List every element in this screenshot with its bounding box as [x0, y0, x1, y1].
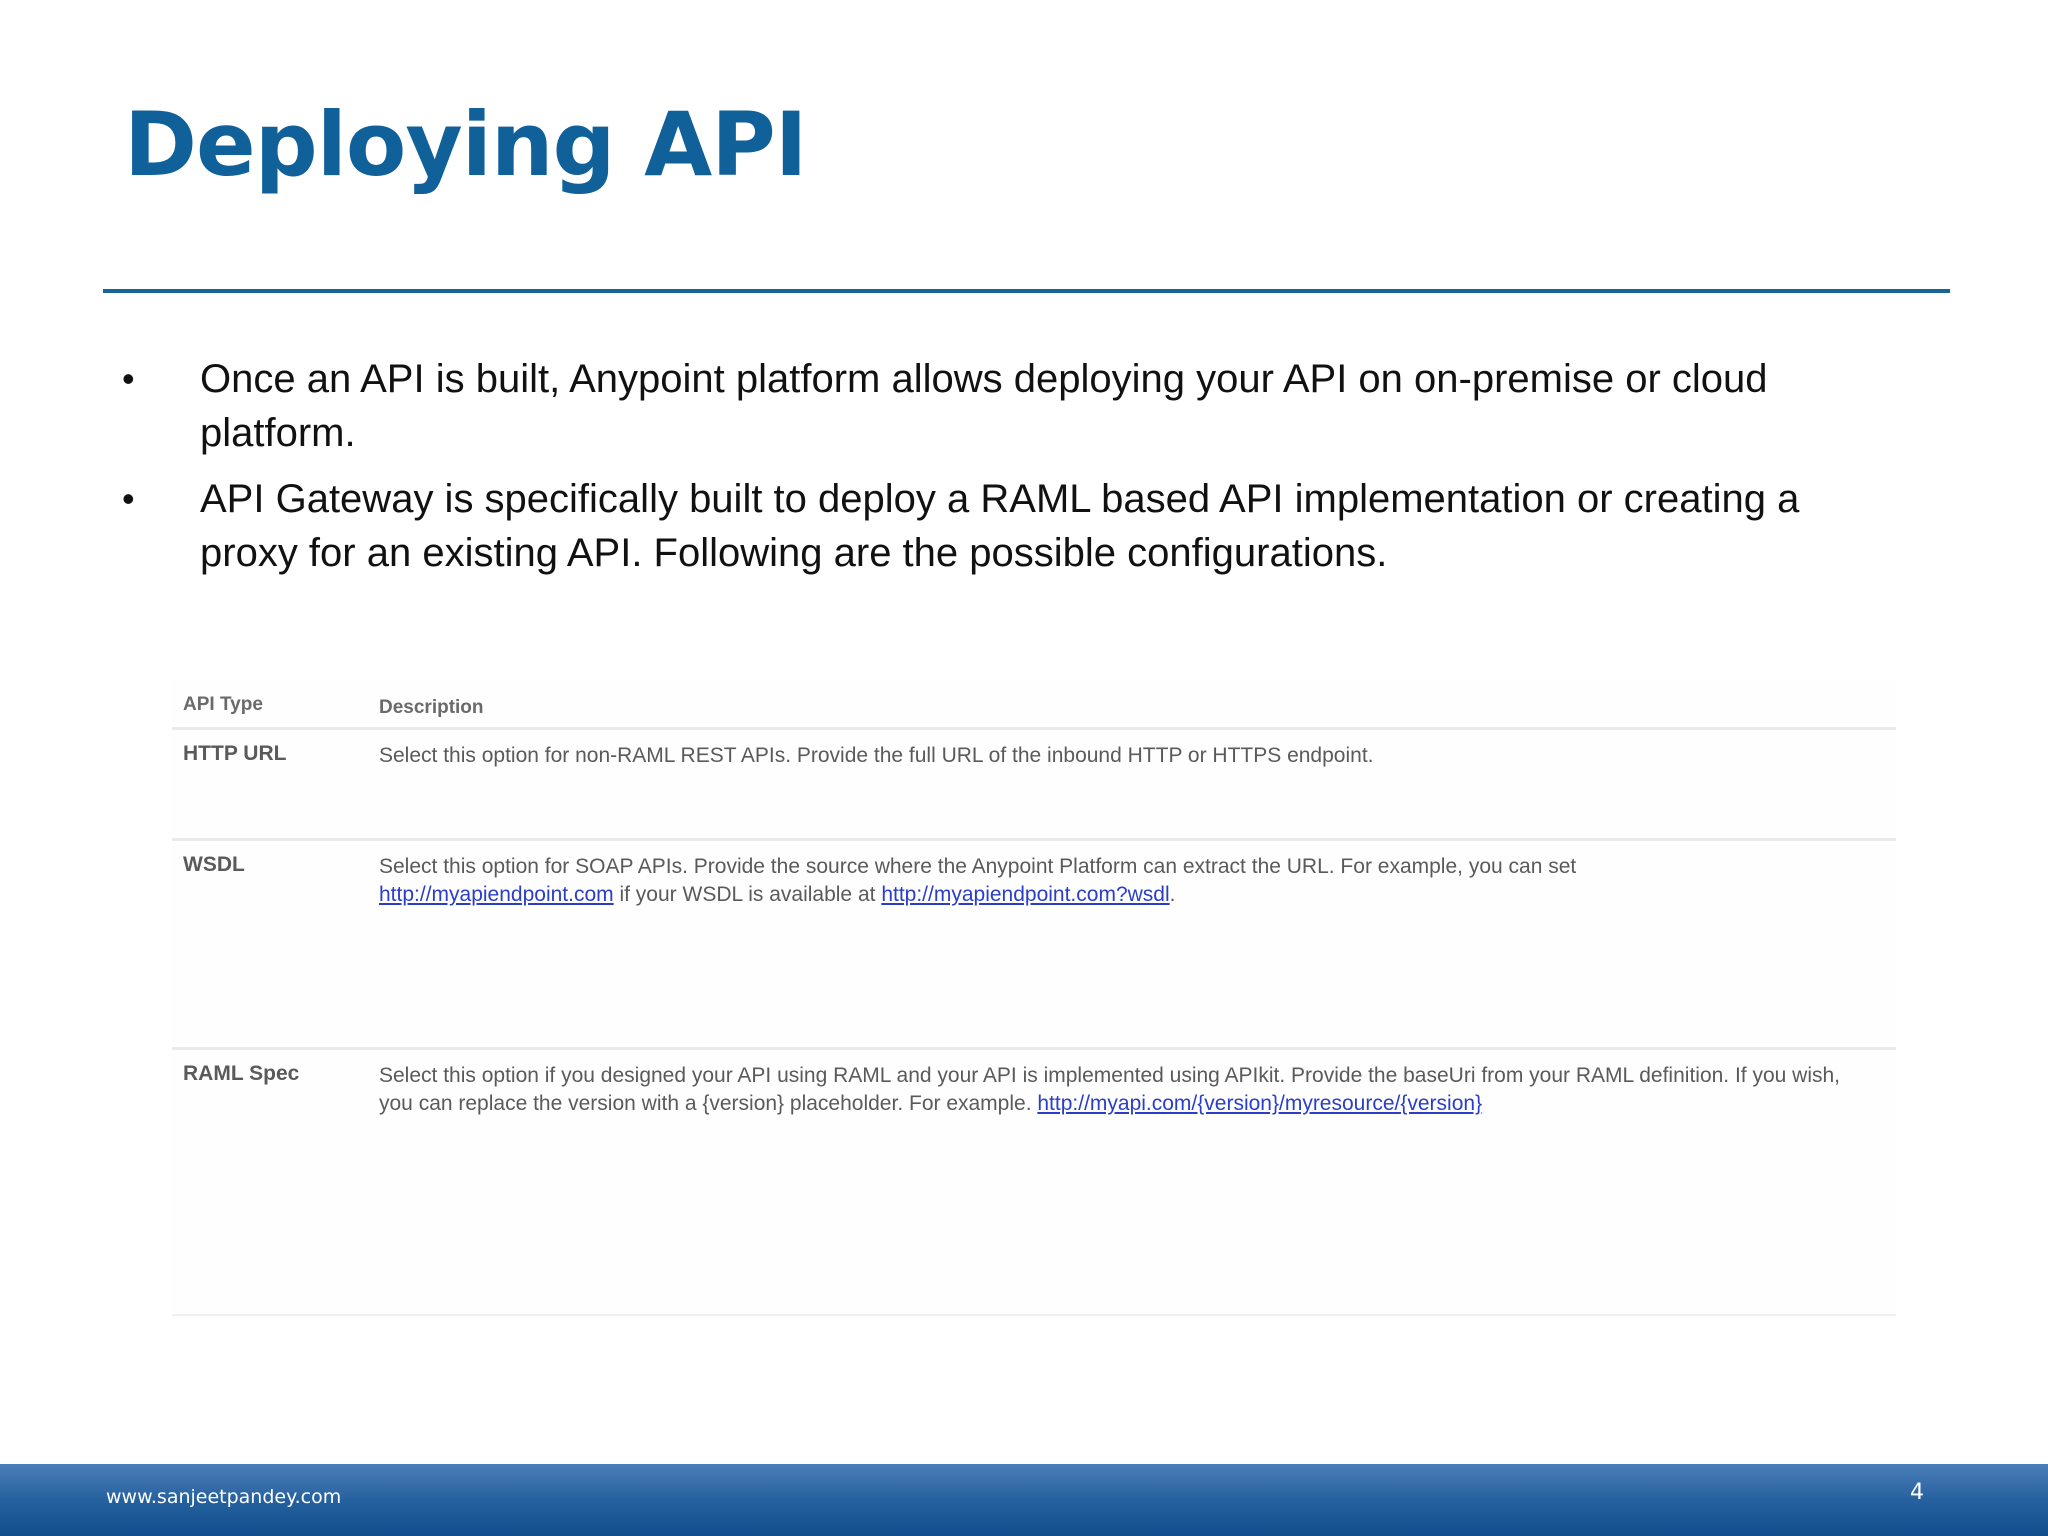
raml-example-link[interactable]: http://myapi.com/{version}/myresource/{version}	[1037, 1092, 1483, 1115]
table-row	[172, 838, 1896, 1049]
description-text: Select this option for non-RAML REST APIs. Provide the full URL of the inbound HTTP or HTTPS endpoint.	[379, 744, 1374, 767]
title-divider	[103, 289, 1950, 293]
table-row	[172, 727, 1896, 840]
wsdl-link[interactable]: http://myapiendpoint.com?wsdl	[881, 883, 1170, 906]
bullet-item	[120, 472, 1880, 580]
row-description	[379, 853, 1879, 909]
description-text: Select this option for SOAP APIs. Provide the source where the Anypoint Platform can extract the URL. For example, you can set	[379, 855, 1577, 878]
description-text: .	[1169, 883, 1176, 906]
footer-url: www.sanjeetpandey.com	[106, 1486, 342, 1508]
bullet-text: Once an API is built, Anypoint platform allows deploying your API on on-premise or cloud platform.	[200, 357, 1768, 455]
footer-bar	[0, 1464, 2048, 1536]
row-api-type: WSDL	[183, 853, 245, 876]
row-description	[379, 742, 1879, 770]
table-header-row	[172, 680, 1896, 728]
row-api-type: RAML Spec	[183, 1062, 300, 1085]
bullet-dot-icon: •	[122, 478, 135, 519]
header-description: Description	[379, 697, 484, 718]
row-api-type: HTTP URL	[183, 742, 287, 765]
description-text: Select this option if you designed your API using RAML and your API is implemented using APIkit. Provide the baseUri from your RAML definition. If you wish, you can replace the version with a {version} placeholder. For example.	[379, 1064, 1841, 1115]
bullet-list	[120, 352, 1880, 592]
api-config-table	[172, 680, 1896, 1318]
slide-title: Deploying API	[124, 93, 807, 196]
endpoint-link[interactable]: http://myapiendpoint.com	[379, 883, 614, 906]
header-api-type: API Type	[183, 694, 263, 715]
description-text: if your WSDL is available at	[613, 883, 882, 906]
bullet-text: API Gateway is specifically built to deploy a RAML based API implementation or creating a proxy for an existing API. Following are the possible configurations.	[200, 477, 1800, 575]
bullet-dot-icon: •	[122, 358, 135, 399]
table-row	[172, 1047, 1896, 1316]
bullet-item	[120, 352, 1880, 460]
row-description	[379, 1062, 1879, 1118]
page-number: 4	[1910, 1480, 1924, 1505]
